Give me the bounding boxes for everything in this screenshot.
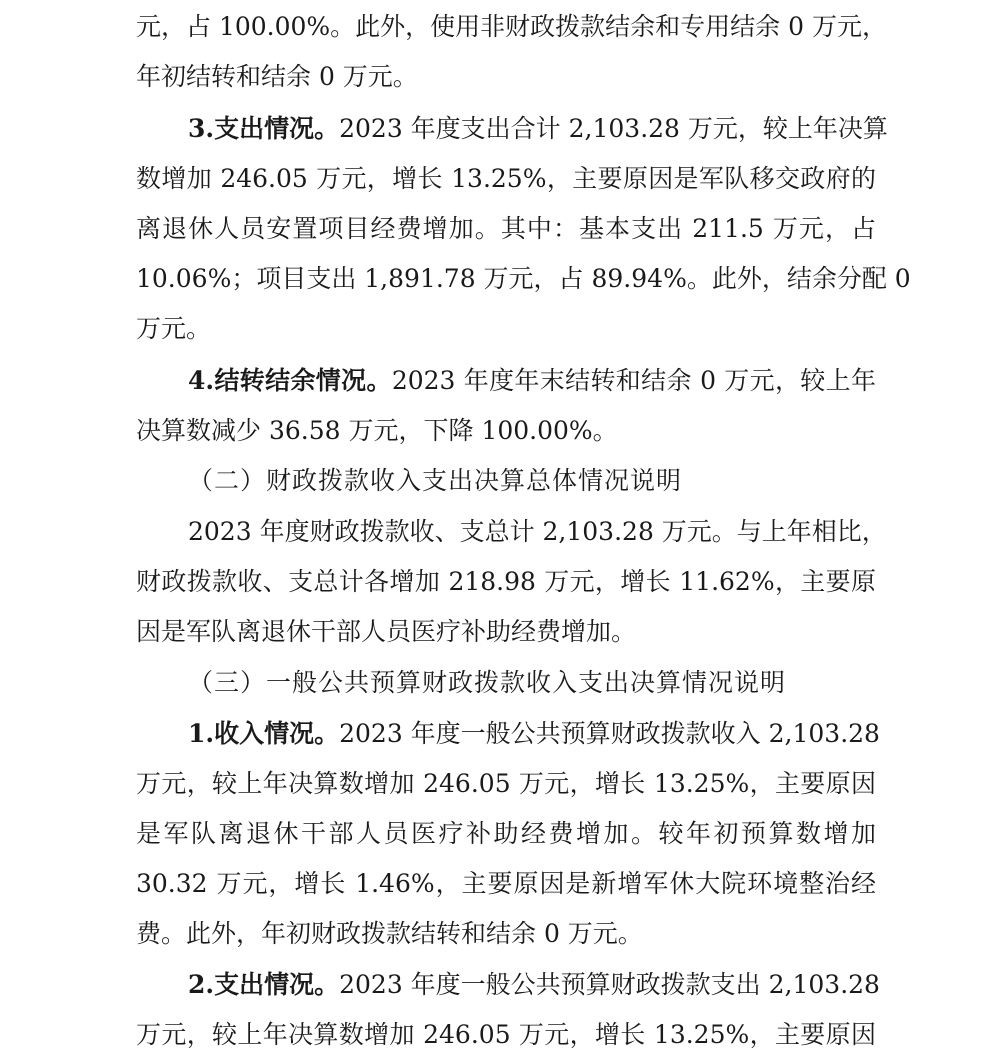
section-lead: 4.结转结余情况。 <box>188 366 392 395</box>
paragraph-first-line: 2023 年度财政拨款收、支总计 2,103.28 万元。与上年相比， <box>188 517 887 546</box>
section-lead: 2.支出情况。 <box>188 970 340 999</box>
text-line: 30.32 万元，增长 1.46%，主要原因是新增军休大院环境整治经 <box>136 869 876 898</box>
paragraph-first-line: 4.结转结余情况。2023 年度年末结转和结余 0 万元，较上年 <box>188 366 876 395</box>
text-line: 万元，较上年决算数增加 246.05 万元，增长 13.25%，主要原因 <box>136 769 876 798</box>
text-line: 数增加 246.05 万元，增长 13.25%，主要原因是军队移交政府的 <box>136 164 876 193</box>
text-line: 年初结转和结余 0 万元。 <box>136 62 418 91</box>
text-line: 离退休人员安置项目经费增加。其中：基本支出 211.5 万元，占 <box>136 214 876 243</box>
section-heading: （三）一般公共预算财政拨款收入支出决算情况说明 <box>188 668 787 697</box>
section-lead: 1.收入情况。 <box>188 719 340 748</box>
text-line: 万元，较上年决算数增加 246.05 万元，增长 13.25%，主要原因 <box>136 1020 876 1049</box>
section-heading: （二）财政拨款收入支出决算总体情况说明 <box>188 466 683 495</box>
text-line: 财政拨款收、支总计各增加 218.98 万元，增长 11.62%，主要原 <box>136 567 876 596</box>
text-line: 元，占 100.00%。此外，使用非财政拨款结余和专用结余 0 万元， <box>136 12 887 41</box>
section-lead: 3.支出情况。 <box>188 114 340 143</box>
paragraph-first-line: 1.收入情况。2023 年度一般公共预算财政拨款收入 2,103.28 <box>188 719 880 748</box>
text-line: 10.06%；项目支出 1,891.78 万元，占 89.94%。此外，结余分配 0 <box>136 264 911 293</box>
text-line: 费。此外，年初财政拨款结转和结余 0 万元。 <box>136 919 643 948</box>
text-line: 万元。 <box>136 314 212 343</box>
paragraph-first-line: 3.支出情况。2023 年度支出合计 2,103.28 万元，较上年决算 <box>188 114 888 143</box>
text-line: 是军队离退休干部人员医疗补助经费增加。较年初预算数增加 <box>136 819 876 848</box>
paragraph-first-line: 2.支出情况。2023 年度一般公共预算财政拨款支出 2,103.28 <box>188 970 880 999</box>
text-line: 因是军队离退休干部人员医疗补助经费增加。 <box>136 617 637 646</box>
text-line: 决算数减少 36.58 万元，下降 100.00%。 <box>136 416 618 445</box>
